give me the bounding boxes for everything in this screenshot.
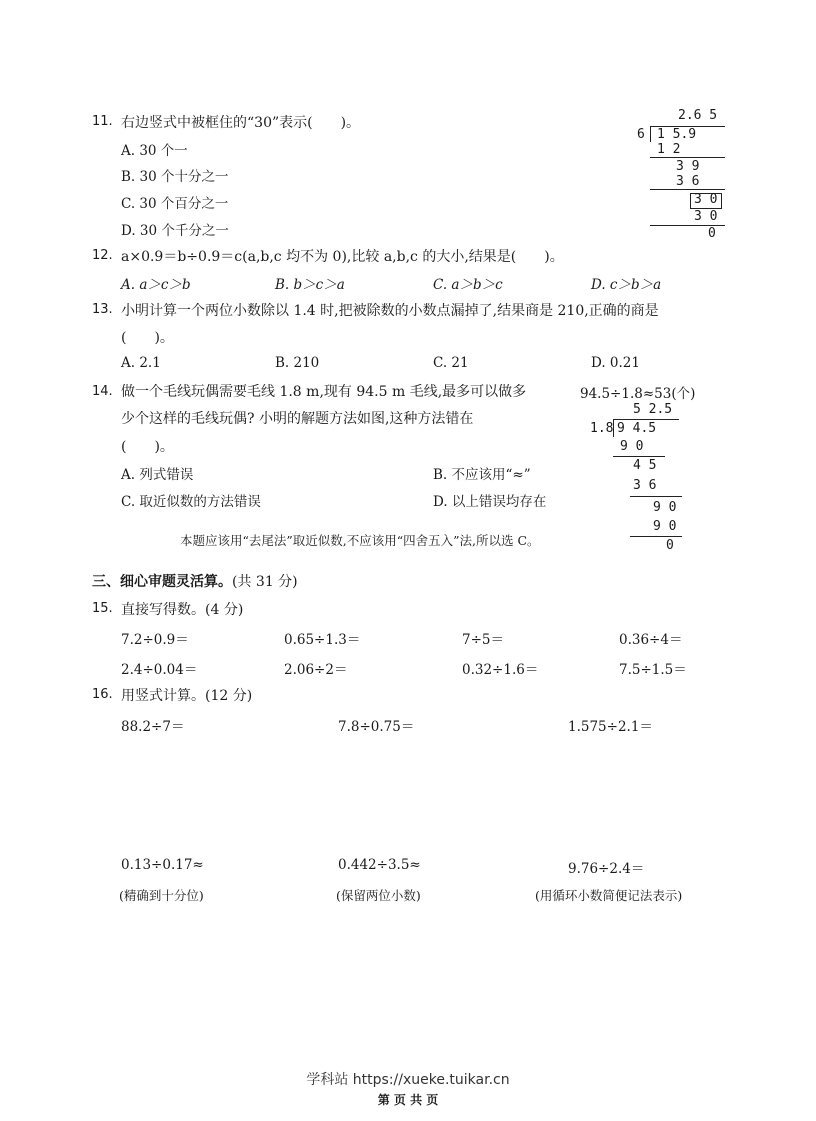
- step-row: 9 0: [653, 519, 677, 534]
- question-number: 16.: [92, 687, 113, 702]
- footer-site: 学科站 https://xueke.tuikar.cn: [306, 1072, 510, 1088]
- step-row: 4 5: [633, 458, 657, 473]
- division-bracket: [650, 126, 651, 142]
- question-stem-cont: 少个这样的毛线玩偶? 小明的解题方法如图,这种方法错在: [121, 411, 474, 427]
- section-header: [92, 571, 298, 591]
- step-row: 9 0: [653, 500, 677, 515]
- step-line: [650, 189, 725, 190]
- option-d: D. 0.21: [591, 355, 640, 371]
- step-line: [613, 456, 665, 457]
- option-c: C. 30 个百分之一: [121, 196, 229, 212]
- calc-item: 7.8÷0.75＝: [338, 719, 415, 735]
- remainder: 0: [708, 226, 716, 241]
- calc-item: 0.65÷1.3＝: [284, 632, 361, 648]
- option-a: A. 2.1: [121, 355, 161, 371]
- dividend: 9 4.5: [617, 421, 657, 436]
- option-a: A. 列式错误: [121, 467, 194, 483]
- solution-equation: 94.5÷1.8≈53(个): [580, 386, 696, 402]
- option-b: B. 不应该用“≈”: [433, 467, 531, 483]
- question-stem-cont: ( )。: [121, 439, 174, 455]
- question-number: 15.: [92, 601, 113, 616]
- calc-item: 1.575÷2.1＝: [568, 719, 653, 735]
- option-c: C. a＞b＞c: [433, 277, 503, 293]
- calc-requirement: (保留两位小数): [336, 888, 421, 903]
- division-bar: [613, 419, 679, 420]
- calc-requirement: (精确到十分位): [119, 888, 204, 903]
- option-b: B. 30 个十分之一: [121, 169, 229, 185]
- question-number: 14.: [92, 384, 113, 399]
- step-row: 3 6: [676, 174, 700, 189]
- step-line: [650, 157, 725, 158]
- step-row: 3 9: [676, 159, 700, 174]
- question-number: 11.: [92, 114, 113, 129]
- option-b: B. b＞c＞a: [275, 277, 345, 293]
- page-number: 第 页 共 页: [377, 1093, 439, 1107]
- divisor: 6: [637, 127, 645, 142]
- question-stem: 直接写得数。(4 分): [121, 602, 244, 618]
- calc-item: 0.442÷3.5≈: [338, 857, 421, 873]
- question-stem-cont: ( )。: [121, 330, 174, 346]
- section-score: (共 31 分): [232, 574, 298, 590]
- calc-item: 0.36÷4＝: [619, 632, 683, 648]
- remainder: 0: [666, 538, 674, 553]
- question-stem: 小明计算一个两位小数除以 1.4 时,把被除数的小数点漏掉了,结果商是 210,正确的商是: [121, 303, 659, 319]
- option-d: D. c＞b＞a: [591, 277, 662, 293]
- calc-item: 88.2÷7＝: [121, 719, 185, 735]
- calc-item: 2.4÷0.04＝: [121, 662, 198, 678]
- option-c: C. 取近似数的方法错误: [121, 494, 261, 510]
- question-stem: 右边竖式中被框住的“30”表示( )。: [121, 115, 361, 131]
- quotient: 2.6 5: [678, 108, 718, 123]
- answer-explanation: 本题应该用“去尾法”取近似数,不应该用“四舍五入”法,所以选 C。: [180, 533, 540, 548]
- calc-item: 7.5÷1.5＝: [619, 662, 687, 678]
- question-stem: 做一个毛线玩偶需要毛线 1.8 m,现有 94.5 m 毛线,最多可以做多: [121, 384, 527, 400]
- dividend: 1 5.9: [657, 127, 697, 142]
- step-row: 1 2: [657, 142, 681, 157]
- boxed-value: 3 0: [694, 192, 718, 207]
- divisor: 1.8: [590, 421, 614, 436]
- option-d: D. 30 个千分之一: [121, 223, 229, 239]
- option-d: D. 以上错误均存在: [433, 494, 547, 510]
- option-b: B. 210: [275, 355, 320, 371]
- question-number: 12.: [92, 248, 113, 263]
- question-stem: a×0.9＝b÷0.9＝c(a,b,c 均不为 0),比较 a,b,c 的大小,结果是( )。: [121, 249, 564, 265]
- step-row: 3 0: [694, 209, 718, 224]
- quotient: 5 2.5: [633, 402, 673, 417]
- question-number: 13.: [92, 302, 113, 317]
- section-title: 三、细心审题灵活算。: [92, 574, 232, 590]
- step-line: [630, 496, 682, 497]
- option-a: A. a＞c＞b: [121, 277, 191, 293]
- step-line: [630, 536, 682, 537]
- calc-item: 7÷5＝: [462, 632, 504, 648]
- option-c: C. 21: [433, 355, 469, 371]
- question-stem: 用竖式计算。(12 分): [121, 688, 253, 704]
- step-row: 3 6: [633, 478, 657, 493]
- option-a: A. 30 个一: [121, 143, 188, 159]
- step-row: 9 0: [620, 439, 644, 454]
- calc-item: 0.13÷0.17≈: [121, 857, 204, 873]
- calc-item: 7.2÷0.9＝: [121, 632, 189, 648]
- calc-item: 9.76÷2.4＝: [568, 861, 645, 877]
- calc-requirement: (用循环小数简便记法表示): [535, 888, 683, 903]
- calc-item: 0.32÷1.6＝: [462, 662, 539, 678]
- calc-item: 2.06÷2＝: [284, 662, 348, 678]
